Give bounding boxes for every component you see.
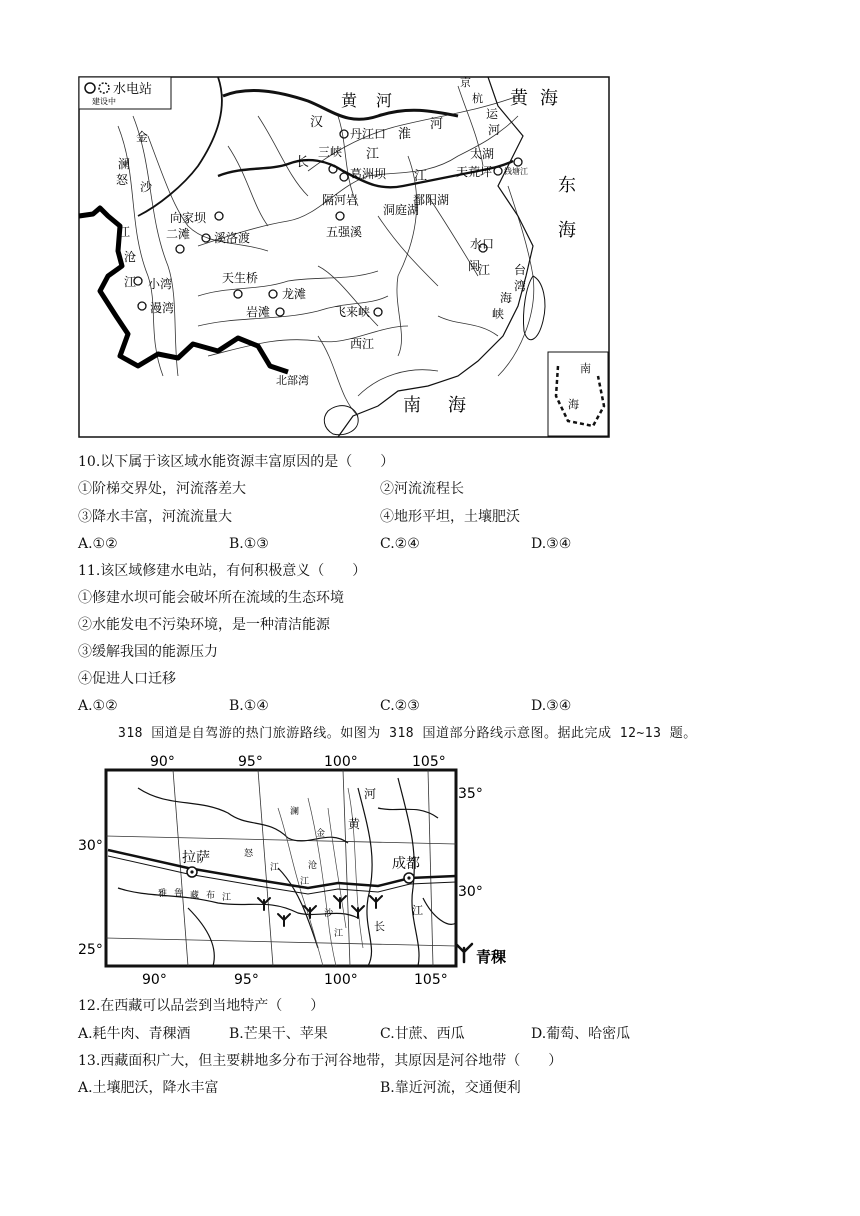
station-label: 龙滩 <box>282 287 307 301</box>
sea-label: 海 <box>448 395 466 416</box>
river-label: 河 <box>430 117 444 132</box>
river-label: 江 <box>270 863 280 873</box>
station-label: 二滩 <box>166 227 191 241</box>
tick-label: 105° <box>412 754 446 770</box>
hydropower-map <box>78 76 610 438</box>
river-label: 江 <box>222 893 232 903</box>
q12-option-c[interactable]: C.甘蔗、西瓜 <box>380 1026 465 1042</box>
river-label: 汉 <box>310 115 324 130</box>
river-label: 长 <box>296 155 310 170</box>
river-label: 运 <box>486 107 499 121</box>
river-label: 河 <box>364 787 377 801</box>
city-label: 拉萨 <box>182 850 210 866</box>
tick-label: 90° <box>142 972 167 988</box>
q11-statement-3: ③缓解我国的能源压力 <box>78 644 218 660</box>
station-label: 葛洲坝 <box>350 167 387 181</box>
river-label: 金 <box>316 829 326 839</box>
station-label: 小湾 <box>148 277 173 291</box>
sea-label: 海 <box>540 88 558 109</box>
q12-stem: 12.在西藏可以品尝到当地特产（ ） <box>78 998 325 1014</box>
station-label: 天荒坪 <box>456 165 493 179</box>
river-label: 沙 <box>140 180 153 194</box>
q11-statement-4: ④促进人口迁移 <box>78 671 176 687</box>
station-label: 洞庭湖 <box>383 203 420 217</box>
city-marker-lhasa <box>187 867 197 877</box>
q10-option-c[interactable]: C.②④ <box>380 536 420 552</box>
sea-label: 南 <box>403 395 421 416</box>
river-label: 河 <box>376 91 393 110</box>
station-label: 溪洛渡 <box>214 231 251 245</box>
tick-label: 95° <box>234 972 259 988</box>
q10-option-a[interactable]: A.①② <box>78 536 118 552</box>
river-label: 河 <box>488 123 501 137</box>
q11-option-c[interactable]: C.②③ <box>380 698 420 714</box>
sea-label: 东 <box>558 175 576 196</box>
legend-label: 青稞 <box>476 948 507 966</box>
q10-option-b[interactable]: B.①③ <box>229 536 269 552</box>
q13-option-a[interactable]: A.土壤肥沃，降水丰富 <box>78 1080 219 1096</box>
q11-statement-2: ②水能发电不污染环境，是一种清洁能源 <box>78 617 330 633</box>
river-label: 黄 <box>348 817 361 831</box>
sea-label: 黄 <box>510 88 528 109</box>
intro-paragraph: 318 国道是自驾游的热门旅游路线。如图为 318 国道部分路线示意图。据此完成 12~13 题。 <box>118 726 697 741</box>
tick-label: 95° <box>238 754 263 770</box>
river-label: 江 <box>414 169 428 184</box>
river-label: 江 <box>124 275 137 289</box>
q11-option-b[interactable]: B.①④ <box>229 698 269 714</box>
station-label: 太湖 <box>470 147 495 161</box>
river-label: 江 <box>366 147 380 162</box>
station-label: 丹江口 <box>350 127 387 141</box>
river-label: 北部湾 <box>276 374 309 387</box>
q11-stem: 11.该区域修建水电站，有何积极意义（ ） <box>78 563 367 579</box>
q10-statement-3: ③降水丰富，河流流量大 <box>78 509 232 525</box>
q10-option-d[interactable]: D.③④ <box>531 536 572 552</box>
city-label: 成都 <box>392 856 420 872</box>
tick-label: 100° <box>324 754 358 770</box>
q10-statement-1: ①阶梯交界处，河流落差大 <box>78 481 246 497</box>
river-label: 西江 <box>350 337 375 351</box>
river-label: 黄 <box>341 91 358 110</box>
tick-label: 105° <box>414 972 448 988</box>
city-marker-chengdu <box>404 873 414 883</box>
river-label: 江 <box>334 929 344 939</box>
river-label: 峡 <box>492 307 505 321</box>
station-label: 飞来峡 <box>334 305 371 319</box>
q12-option-d[interactable]: D.葡萄、哈密瓜 <box>531 1026 631 1042</box>
tick-label: 35° <box>458 786 483 802</box>
river-label: 藏 <box>190 891 200 901</box>
q13-stem: 13.西藏面积广大，但主要耕地多分布于河谷地带，其原因是河谷地带（ ） <box>78 1053 563 1069</box>
station-label: 隔河岩 <box>322 193 359 207</box>
station-label: 五强溪 <box>326 225 363 239</box>
station-label: 岩滩 <box>246 305 271 319</box>
river-label: 台 <box>514 263 527 277</box>
river-label: 京 <box>460 76 471 89</box>
river-label: 江 <box>478 263 491 277</box>
tick-label: 90° <box>150 754 175 770</box>
tick-label: 30° <box>458 884 483 900</box>
station-label: 鄱阳湖 <box>413 193 450 207</box>
river-label: 怒 <box>116 173 129 187</box>
station-label: 天生桥 <box>222 271 259 285</box>
inset-label: 南 <box>580 362 591 375</box>
q10-statement-2: ②河流流程长 <box>380 481 464 497</box>
legend-label: 水电站 <box>113 82 153 97</box>
river-label: 江 <box>300 877 310 887</box>
south-sea-inset <box>548 352 608 436</box>
river-label: 江 <box>412 904 423 917</box>
barley-legend-icon <box>456 944 472 962</box>
q10-statement-4: ④地形平坦，土壤肥沃 <box>380 509 520 525</box>
river-label: 澜 <box>118 157 131 171</box>
station-label: 水口 <box>470 237 495 251</box>
river-label: 沧 <box>308 861 318 871</box>
river-label: 雅 <box>158 889 168 899</box>
river-label: 江 <box>118 225 131 239</box>
q11-statement-1: ①修建水坝可能会破坏所在流域的生态环境 <box>78 590 344 606</box>
legend-sub: 建设中 <box>92 97 116 106</box>
river-label: 长 <box>374 920 385 933</box>
river-label: 沙 <box>324 909 334 919</box>
tick-label: 25° <box>78 942 103 958</box>
river-label: 湾 <box>514 279 527 293</box>
river-label: 杭 <box>472 92 483 105</box>
inset-label: 海 <box>568 398 579 411</box>
q12-option-b[interactable]: B.芒果干、苹果 <box>229 1026 328 1042</box>
river-label: 澜 <box>290 807 300 817</box>
q11-option-a[interactable]: A.①② <box>78 698 118 714</box>
station-label: 漫湾 <box>150 301 175 315</box>
river-label: 闽 <box>468 259 481 273</box>
station-label: 钱塘江 <box>504 167 528 176</box>
river-label: 布 <box>206 891 216 901</box>
river-label: 沧 <box>124 250 137 264</box>
river-label: 怒 <box>244 849 254 859</box>
tick-label: 30° <box>78 838 103 854</box>
river-label: 海 <box>500 291 513 305</box>
q10-stem: 10.以下属于该区域水能资源丰富原因的是（ ） <box>78 454 395 470</box>
station-label: 向家坝 <box>170 211 207 225</box>
river-label: 淮 <box>398 127 412 142</box>
river-label: 鲁 <box>174 889 184 899</box>
sea-label: 海 <box>558 220 576 241</box>
route-318-map <box>78 748 518 988</box>
tick-label: 100° <box>324 972 358 988</box>
q11-option-d[interactable]: D.③④ <box>531 698 572 714</box>
q12-option-a[interactable]: A.耗牛肉、青稞酒 <box>78 1026 191 1042</box>
q13-option-b[interactable]: B.靠近河流，交通便利 <box>380 1080 521 1096</box>
river-label: 金 <box>136 130 149 144</box>
station-label: 三峡 <box>318 145 343 159</box>
